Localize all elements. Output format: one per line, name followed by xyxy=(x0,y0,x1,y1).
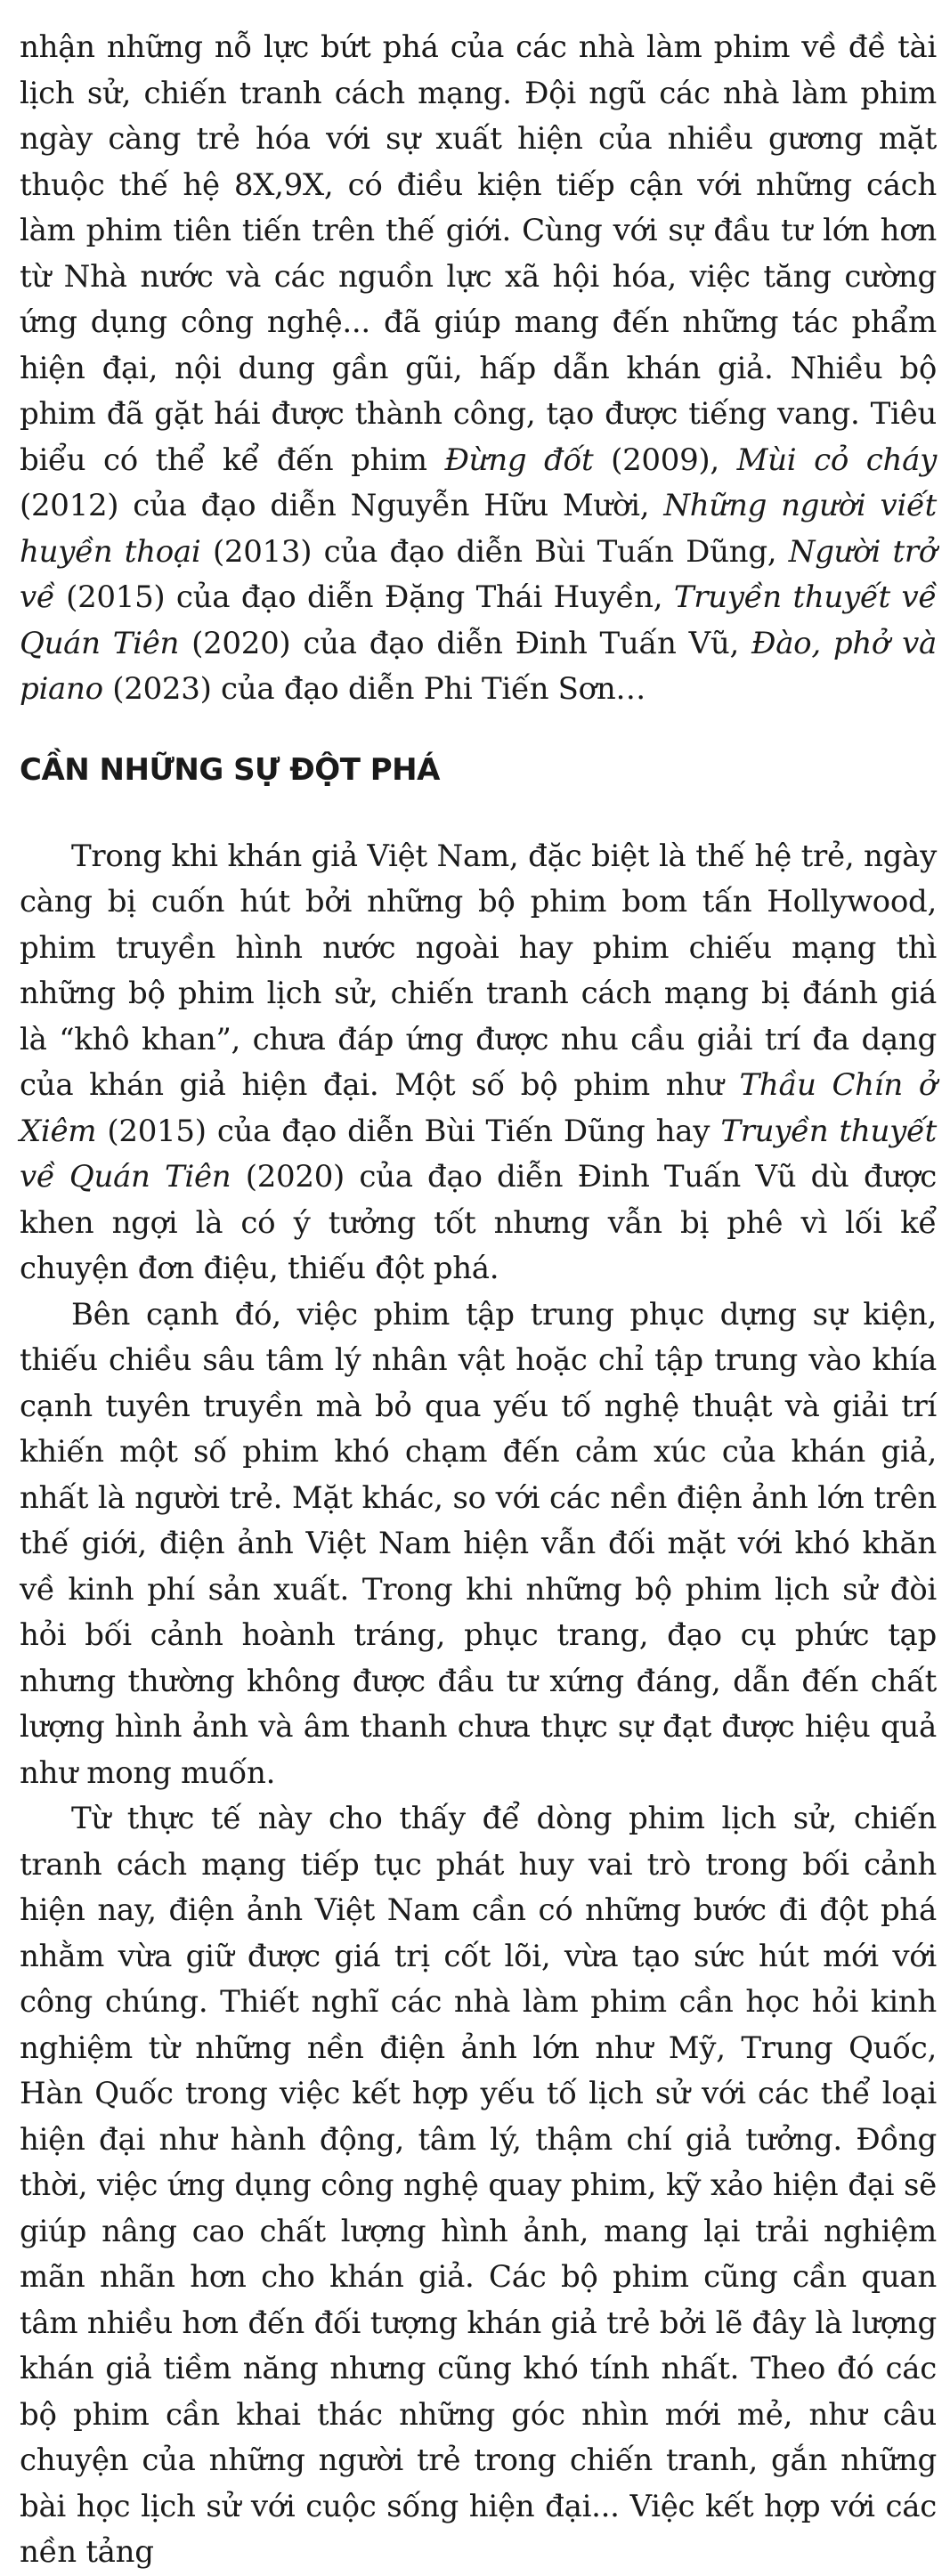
p1-seg-0: Trong khi khán giả Việt Nam, đặc biệt là thế hệ trẻ, ngày càng bị cuốn hút bởi những bộ phim bom tấn Hollywood, phim truyền hình nước ngoài hay phim chiếu mạng thì những bộ phim lịch sử, chiến tranh cách mạng bị đánh giá là “khô khan”, chưa đáp ứng được nhu cầu giải trí đa dạng của khán giả hiện đại. Một số bộ phim như xyxy=(20,838,937,1103)
film-title-dung-dot: Đừng đốt xyxy=(444,441,594,478)
intro-paragraph xyxy=(20,25,937,713)
intro-seg-8: (2015) của đạo diễn Đặng Thái Huyền, xyxy=(54,579,674,615)
film-title-nhung-nguoi-viet-huyen-thoai: Những người viết huyền thoại xyxy=(20,488,938,570)
body-paragraph-3: Từ thực tế này cho thấy để dòng phim lịch sử, chiến tranh cách mạng tiếp tục phát huy vai trò trong bối cảnh hiện nay, điện ảnh Việt Nam cần có những bước đi đột phá nhằm vừa giữ được giá trị cốt lõi, vừa tạo sức hút mới với công chúng. Thiết nghĩ các nhà làm phim cần học hỏi kinh nghiệm từ những nền điện ảnh lớn như Mỹ, Trung Quốc, Hàn Quốc trong việc kết hợp yếu tố lịch sử với các thể loại hiện đại như hành động, tâm lý, thậm chí giả tưởng. Đồng thời, việc ứng dụng công nghệ quay phim, kỹ xảo hiện đại sẽ giúp nâng cao chất lượng hình ảnh, mang lại trải nghiệm mãn nhãn hơn cho khán giả. Các bộ phim cũng cần quan tâm nhiều hơn đến đối tượng khán giả trẻ bởi lẽ đây là lượng khán giả tiềm năng nhưng cũng khó tính nhất. Theo đó các bộ phim cần khai thác những góc nhìn mới mẻ, như câu chuyện của những người trẻ trong chiến tranh, gắn những bài học lịch sử với cuộc sống hiện đại... Việc kết hợp với các nền tảng xyxy=(20,1801,937,2570)
film-title-nguoi-tro-ve: Người trở về xyxy=(20,533,937,615)
film-title-dao-pho-piano: Đào, phở và piano xyxy=(20,625,937,707)
p1-seg-2: (2015) của đạo diễn Bùi Tiến Dũng hay xyxy=(96,1113,721,1149)
film-title-truyen-thuyet-quan-tien-2: Truyền thuyết về Quán Tiên xyxy=(20,1113,937,1195)
body-paragraph-1 xyxy=(20,834,937,1292)
article-page xyxy=(20,0,937,2576)
film-title-thau-chin-o-xiem: Thầu Chín ở Xiêm xyxy=(20,1067,938,1149)
section-heading: CẦN NHỮNG SỰ ĐỘT PHÁ xyxy=(20,751,440,788)
intro-seg-6: (2013) của đạo diễn Bùi Tuấn Dũng, xyxy=(200,533,789,570)
intro-seg-2: (2009), xyxy=(593,441,737,478)
p1-seg-4: (2020) của đạo diễn Đinh Tuấn Vũ dù được khen ngợi là có ý tưởng tốt nhưng vẫn bị phê vì lối kể chuyện đơn điệu, thiếu đột phá. xyxy=(20,1159,937,1286)
intro-seg-12: (2023) của đạo diễn Phi Tiến Sơn… xyxy=(102,671,646,707)
film-title-mui-co-chay: Mùi cỏ cháy xyxy=(736,441,938,478)
intro-seg-4: (2012) của đạo diễn Nguyễn Hữu Mười, xyxy=(20,488,664,523)
intro-seg-0: nhận những nỗ lực bứt phá của các nhà làm phim về đề tài lịch sử, chiến tranh cách mạng. Đội ngũ các nhà làm phim ngày càng trẻ hóa với sự xuất hiện của nhiều gương mặt thuộc thế hệ 8X,9X, có điều kiện tiếp cận với những cách làm phim tiên tiến trên thế giới. Cùng với sự đầu tư lớn hơn từ Nhà nước và các nguồn lực xã hội hóa, việc tăng cường ứng dụng công nghệ... đã giúp mang đến những tác phẩm hiện đại, nội dung gần gũi, hấp dẫn khán giả. Nhiều bộ phim đã gặt hái được thành công, tạo được tiếng vang. Tiêu biểu có thể kể đến phim xyxy=(20,29,937,478)
intro-seg-10: (2020) của đạo diễn Đinh Tuấn Vũ, xyxy=(179,625,752,661)
body-paragraph-2: Bên cạnh đó, việc phim tập trung phục dựng sự kiện, thiếu chiều sâu tâm lý nhân vật hoặc chỉ tập trung vào khía cạnh tuyên truyền mà bỏ qua yếu tố nghệ thuật và giải trí khiến một số phim khó chạm đến cảm xúc của khán giả, nhất là người trẻ. Mặt khác, so với các nền điện ảnh lớn trên thế giới, điện ảnh Việt Nam hiện vẫn đối mặt với khó khăn về kinh phí sản xuất. Trong khi những bộ phim lịch sử đòi hỏi bối cảnh hoành tráng, phục trang, đạo cụ phức tạp nhưng thường không được đầu tư xứng đáng, dẫn đến chất lượng hình ảnh và âm thanh chưa thực sự đạt được hiệu quả như mong muốn. xyxy=(20,1296,937,1791)
film-title-truyen-thuyet-quan-tien: Truyền thuyết về Quán Tiên xyxy=(20,579,937,661)
